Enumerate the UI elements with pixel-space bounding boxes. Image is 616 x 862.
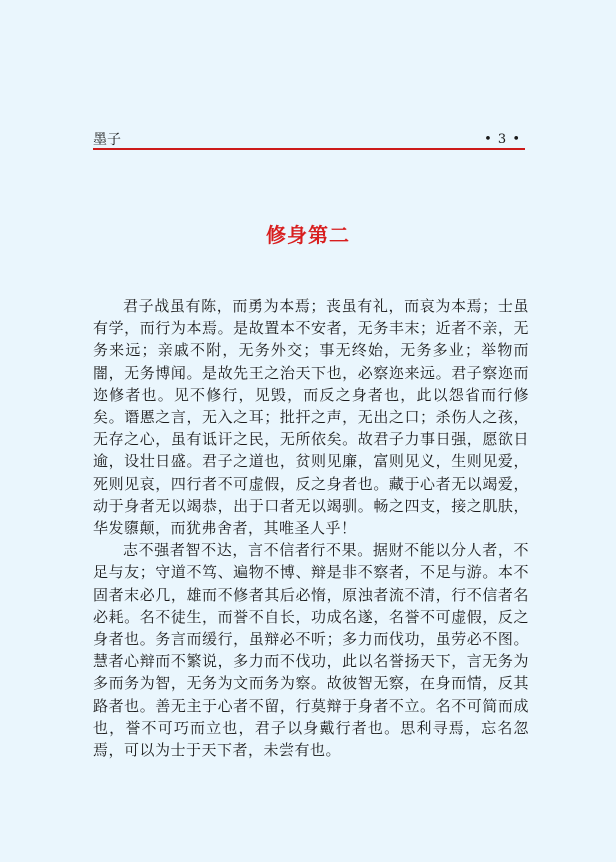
header-divider xyxy=(93,148,525,150)
body-text xyxy=(93,295,529,761)
header-book-title: 墨子 xyxy=(93,132,121,148)
chapter-title: 修身第二 xyxy=(266,223,350,247)
paragraph: 志不强者智不达，言不信者行不果。据财不能以分人者，不足与友；守道不笃、遍物不博、辩是非不察者，不足与游。本不固者末必几，雄而不修者其后必惰，原浊者流不清，行不信者名必耗。名不徒生，而誉不自长，功成名遂，名誉不可虚假，反之身者也。务言而缓行，虽辩必不听；多力而伐功，虽劳必不图。慧者心辩而不繁说，多力而不伐功，此以名誉扬天下，言无务为多而务为智，无务为文而务为察。故彼智无察，在身而情，反其路者也。善无主于心者不留，行莫辩于身者不立。名不可简而成也，誉不可巧而立也，君子以身戴行者也。思利寻焉，忘名忽焉，可以为士于天下者，未尝有也。 xyxy=(93,541,529,760)
header-page-number: • 3 • xyxy=(484,132,521,147)
paragraph: 君子战虽有陈，而勇为本焉；丧虽有礼，而哀为本焉；士虽有学，而行为本焉。是故置本不安者，无务丰末；近者不亲，无务来远；亲戚不附，无务外交；事无终始，无务多业；举物而闇，无务博闻。是故先王之治天下也，必察迩来远。君子察迩而迩修者也。见不修行，见毁，而反之身者也，此以怨省而行修矣。谮慝之言，无入之耳；批扞之声，无出之口；杀伤人之孩，无存之心，虽有诋讦之民，无所依矣。故君子力事日强，愿欲日逾，设壮日盛。君子之道也，贫则见廉，富则见义，生则见爱，死则见哀，四行者不可虚假，反之身者也。藏于心者无以竭爱，动于身者无以竭恭，出于口者无以竭驯。畅之四支，接之肌肤，华发隳颠，而犹弗舍者，其唯圣人乎！ xyxy=(93,297,529,538)
running-header xyxy=(93,131,525,149)
